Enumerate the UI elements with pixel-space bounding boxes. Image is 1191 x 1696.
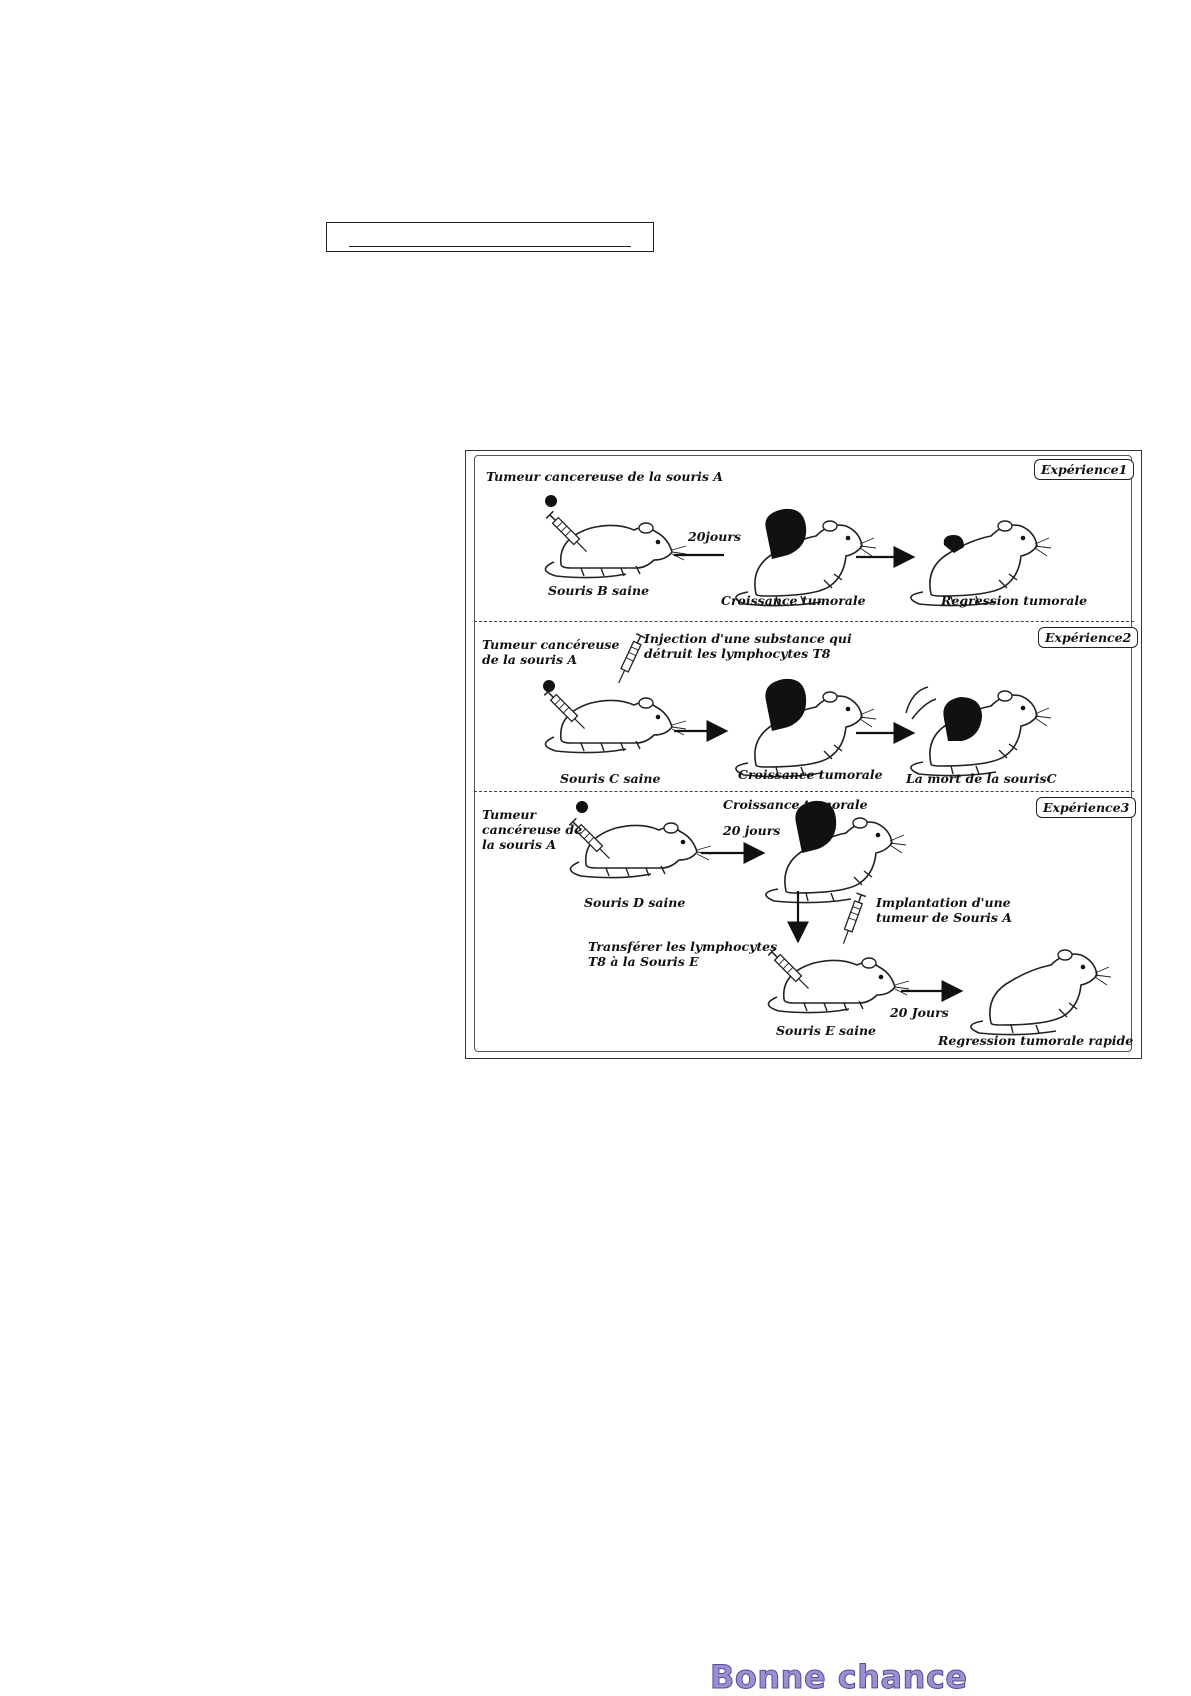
title-box bbox=[326, 222, 654, 252]
exp3-implant: Implantation d'une tumeur de Souris A bbox=[876, 895, 1012, 925]
exp3-stage2: Croissance tumorale bbox=[723, 797, 868, 812]
exp3-stage3: Regression tumorale rapide bbox=[938, 1033, 1134, 1048]
exp1-stage3: Regression tumorale bbox=[941, 593, 1088, 608]
tag-experience3: Expérience3 bbox=[1036, 797, 1136, 818]
title-underline bbox=[349, 246, 631, 247]
mouse-d bbox=[570, 823, 711, 878]
tag-experience2: Expérience2 bbox=[1038, 627, 1138, 648]
dead-legs bbox=[906, 687, 936, 719]
exp1-delay: 20jours bbox=[688, 529, 741, 544]
experiment-figure bbox=[465, 450, 1142, 1059]
experiment-drawings bbox=[466, 451, 1143, 1060]
exp3-delay2: 20 Jours bbox=[890, 1005, 949, 1020]
exp3-transfer: Transférer les lymphocytes T8 à la Souris E bbox=[588, 939, 778, 969]
mouse-c-dead bbox=[911, 691, 1051, 776]
exp2-stage2: Croissance tumorale bbox=[738, 767, 883, 782]
exp2-mouse-label: Souris C saine bbox=[560, 771, 661, 786]
exp3-mouse-e: Souris E saine bbox=[776, 1023, 876, 1038]
exp2-source: Tumeur cancéreuse de la souris A bbox=[482, 637, 620, 667]
exp2-injection: Injection d'une substance qui détruit les lymphocytes T8 bbox=[644, 631, 852, 661]
exp1-stage2: Croissance tumorale bbox=[721, 593, 866, 608]
exp1-source: Tumeur cancereuse de la souris A bbox=[486, 469, 723, 484]
bonne-chance-footer: Bonne chance bbox=[710, 1658, 968, 1696]
exp3-source: Tumeur cancéreuse de la souris A bbox=[482, 807, 583, 852]
exp1-mouse-label: Souris B saine bbox=[548, 583, 650, 598]
tumor-dot-1 bbox=[545, 495, 557, 507]
mouse-d-growth bbox=[766, 818, 906, 903]
mouse-e-regression bbox=[971, 950, 1111, 1035]
tag-experience1: Expérience1 bbox=[1034, 459, 1134, 480]
exp3-delay: 20 jours bbox=[723, 823, 781, 838]
exp2-stage3: La mort de la sourisC bbox=[906, 771, 1057, 786]
exp3-mouse-label: Souris D saine bbox=[584, 895, 686, 910]
